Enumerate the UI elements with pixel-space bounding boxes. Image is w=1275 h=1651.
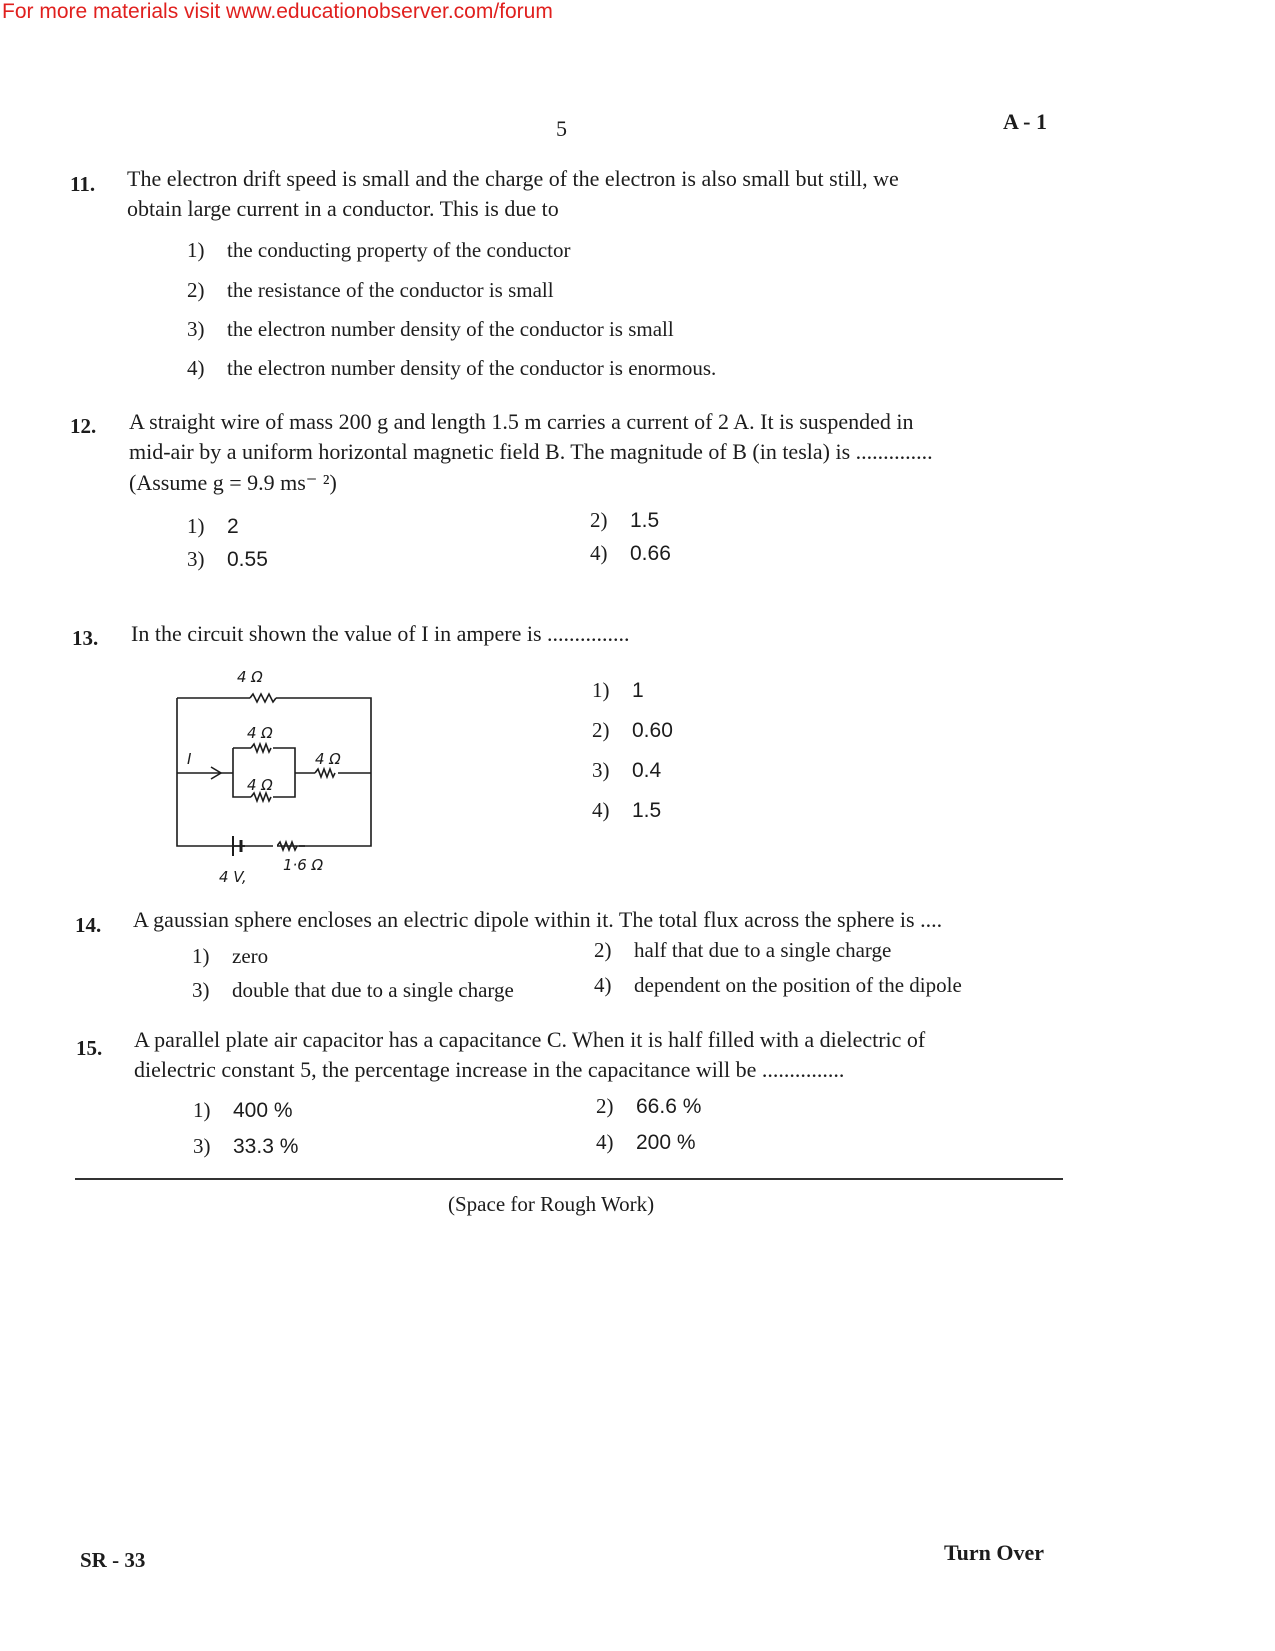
option-2 (594, 938, 891, 963)
label-parallel-top-resistor: 4 Ω (247, 724, 273, 742)
option-number: 2) (590, 508, 608, 532)
option-4 (187, 356, 716, 381)
option-number: 1) (193, 1098, 211, 1122)
option-2 (590, 508, 659, 533)
option-number: 3) (187, 547, 205, 571)
paper-code: A - 1 (1003, 109, 1047, 134)
option-text: half that due to a single charge (634, 938, 892, 962)
option-3 (187, 317, 674, 342)
label-series-resistor: 4 Ω (315, 750, 341, 768)
option-number: 4) (596, 1130, 614, 1154)
option-4 (594, 973, 962, 998)
option-number: 1) (187, 514, 205, 538)
question-text-line: dielectric constant 5, the percentage increase in the capacitance will be ............... (134, 1057, 845, 1082)
divider-rule (75, 1178, 1063, 1180)
option-text: 66.6 % (636, 1095, 702, 1118)
option-3 (192, 978, 514, 1003)
option-text: 1.5 (630, 509, 660, 532)
question-text-line: A straight wire of mass 200 g and length 1.5 m carries a current of 2 A. It is suspended in (129, 409, 914, 434)
option-1 (187, 238, 570, 263)
question-number: 12. (70, 414, 97, 438)
option-1 (193, 1098, 293, 1123)
circuit-diagram (165, 660, 385, 890)
option-1 (187, 514, 239, 539)
label-battery-resistor: 1·6 Ω (283, 856, 324, 874)
option-number: 3) (592, 758, 610, 782)
label-parallel-bottom-resistor: 4 Ω (247, 776, 273, 794)
option-number: 4) (187, 356, 205, 380)
option-3 (187, 547, 268, 572)
option-number: 4) (594, 973, 612, 997)
question-number: 15. (76, 1036, 103, 1060)
question-number: 11. (70, 172, 96, 196)
option-text: 0.4 (632, 759, 662, 782)
option-text: double that due to a single charge (232, 978, 514, 1002)
source-banner: For more materials visit www.educationobserver.com/forum (2, 0, 553, 23)
rough-work-label: (Space for Rough Work) (448, 1192, 655, 1216)
option-number: 1) (187, 238, 205, 262)
label-current: I (187, 750, 192, 768)
option-number: 3) (192, 978, 210, 1002)
question-text-line: In the circuit shown the value of I in ampere is ............... (131, 621, 630, 646)
turn-over-label: Turn Over (944, 1540, 1045, 1565)
option-number: 2) (187, 278, 205, 302)
option-2 (187, 278, 554, 303)
question-text-line: A parallel plate air capacitor has a capacitance C. When it is half filled with a dielectric of (134, 1027, 926, 1052)
option-2 (592, 718, 673, 743)
option-text: the electron number density of the conductor is small (227, 317, 674, 341)
label-top-resistor: 4 Ω (237, 668, 263, 686)
option-number: 2) (592, 718, 610, 742)
question-text-line: obtain large current in a conductor. This is due to (127, 196, 559, 221)
option-number: 1) (192, 944, 210, 968)
option-text: the resistance of the conductor is small (227, 278, 554, 302)
option-number: 1) (592, 678, 610, 702)
option-number: 4) (592, 798, 610, 822)
option-text: 0.66 (630, 542, 671, 565)
option-text: 0.55 (227, 548, 268, 571)
option-text: 200 % (636, 1131, 696, 1154)
option-4 (596, 1130, 696, 1155)
option-text: zero (232, 944, 269, 968)
question-text-line: The electron drift speed is small and the charge of the electron is also small but still, we (127, 166, 899, 191)
question-text-line: A gaussian sphere encloses an electric dipole within it. The total flux across the sphere is .... (133, 907, 943, 932)
option-number: 3) (187, 317, 205, 341)
option-4 (592, 798, 661, 823)
footer-code: SR - 33 (80, 1548, 146, 1572)
label-battery: 4 V, (219, 868, 247, 886)
option-1 (592, 678, 644, 703)
option-text: the electron number density of the conductor is enormous. (227, 356, 717, 380)
option-text: 400 % (233, 1099, 293, 1122)
page-number: 5 (556, 116, 567, 141)
option-number: 2) (596, 1094, 614, 1118)
option-3 (592, 758, 661, 783)
option-1 (192, 944, 268, 969)
option-text: 1.5 (632, 799, 662, 822)
option-number: 4) (590, 541, 608, 565)
option-text: 0.60 (632, 719, 673, 742)
question-text-line: (Assume g = 9.9 ms⁻ ²) (129, 470, 337, 495)
option-text: the conducting property of the conductor (227, 238, 571, 262)
option-3 (193, 1134, 298, 1159)
question-text-line: mid-air by a uniform horizontal magnetic field B. The magnitude of B (in tesla) is .............. (129, 439, 933, 464)
option-number: 3) (193, 1134, 211, 1158)
question-number: 14. (75, 913, 102, 937)
option-text: 33.3 % (233, 1135, 299, 1158)
option-4 (590, 541, 671, 566)
option-number: 2) (594, 938, 612, 962)
question-number: 13. (72, 626, 99, 650)
option-text: 2 (227, 515, 239, 538)
option-text: 1 (632, 679, 644, 702)
option-2 (596, 1094, 701, 1119)
option-text: dependent on the position of the dipole (634, 973, 962, 997)
